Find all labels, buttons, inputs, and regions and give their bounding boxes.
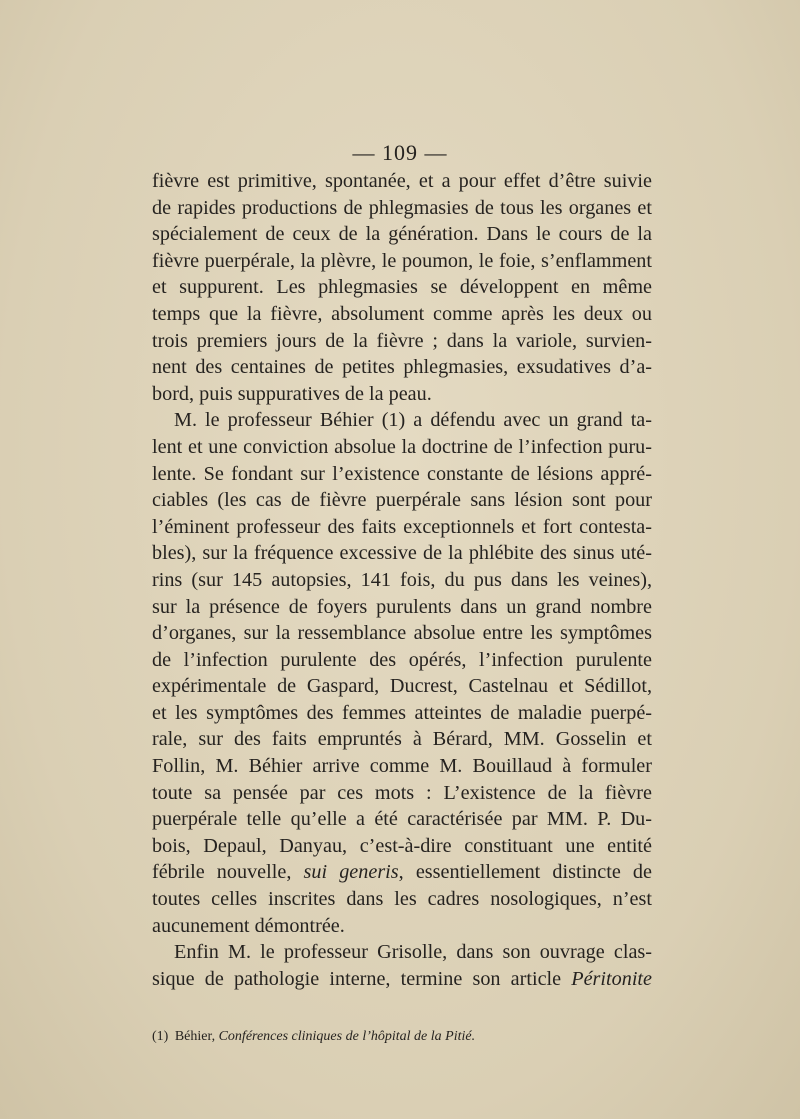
text-line: lente. Se fondant sur l’existence constante de lésions appré- — [152, 462, 652, 485]
text-line: trois premiers jours de la fièvre ; dans la variole, survien- — [152, 329, 652, 352]
italic-term: sui generis — [303, 861, 399, 884]
footnote-title: Conférences cliniques de l’hôpital de la Pitié. — [218, 1029, 476, 1044]
text-line: bois, Depaul, Danyau, c’est-à-dire constituant une entité — [152, 834, 652, 857]
text-line: et suppurent. Les phlegmasies se développent en même — [152, 276, 652, 299]
text-line: bord, puis suppuratives de la peau. — [152, 382, 432, 405]
text-fragment: , essentiellement distincte de — [398, 861, 652, 884]
text-line: sur la présence de foyers purulents dans un grand nombre — [152, 595, 652, 618]
text-fragment: fébrile nouvelle, — [152, 861, 304, 884]
footnote — [152, 1028, 652, 1046]
italic-term: Péritonite — [571, 967, 652, 990]
text-line: fièvre puerpérale, la plèvre, le poumon, le foie, s’enflamment — [152, 249, 652, 272]
text-line: temps que la fièvre, absolument comme après les deux ou — [152, 302, 652, 325]
text-line: rale, sur des faits empruntés à Bérard, MM. Gosselin et — [152, 728, 652, 751]
text-line: ciables (les cas de fièvre puerpérale sans lésion sont pour — [152, 489, 652, 512]
footnote-author: Béhier, — [174, 1029, 216, 1044]
text-line — [152, 966, 652, 993]
text-fragment: sique de pathologie interne, termine son article — [152, 967, 572, 990]
text-line: M. le professeur Béhier (1) a défendu avec un grand ta- — [174, 409, 652, 432]
text-line: toutes celles inscrites dans les cadres nosologiques, n’est — [152, 888, 652, 911]
text-line: Follin, M. Béhier arrive comme M. Bouillaud à formuler — [152, 755, 652, 778]
text-line: bles), sur la fréquence excessive de la phlébite des sinus uté- — [152, 542, 652, 565]
text-line: puerpérale telle qu’elle a été caractérisée par MM. P. Du- — [152, 808, 652, 831]
text-line: spécialement de ceux de la génération. Dans le cours de la — [152, 223, 652, 246]
page-number: — 109 — — [352, 140, 448, 165]
text-line — [152, 859, 652, 886]
text-line: toute sa pensée par ces mots : L’existence de la fièvre — [152, 781, 652, 804]
text-line: de rapides productions de phlegmasies de tous les organes et — [152, 196, 652, 219]
text-line: Enfin M. le professeur Grisolle, dans son ouvrage clas- — [174, 941, 652, 964]
text-line: lent et une conviction absolue la doctrine de l’infection puru- — [152, 435, 652, 458]
text-line: et les symptômes des femmes atteintes de maladie puerpé- — [152, 701, 652, 724]
text-line: nent des centaines de petites phlegmasies, exsudatives d’a- — [152, 356, 652, 379]
text-line: l’éminent professeur des faits exceptionnels et fort contesta- — [152, 515, 652, 538]
text-line: fièvre est primitive, spontanée, et a pour effet d’être suivie — [152, 170, 652, 192]
text-line: rins (sur 145 autopsies, 141 fois, du pus dans les veines), — [152, 568, 652, 591]
text-line: aucunement démontrée. — [152, 914, 345, 937]
footnote-marker: (1) — [152, 1029, 169, 1044]
text-line: de l’infection purulente des opérés, l’infection purulente — [152, 648, 652, 671]
text-line: d’organes, sur la ressemblance absolue entre les symptômes — [152, 622, 652, 645]
body-text — [152, 168, 652, 992]
text-line: expérimentale de Gaspard, Ducrest, Castelnau et Sédillot, — [152, 675, 652, 698]
